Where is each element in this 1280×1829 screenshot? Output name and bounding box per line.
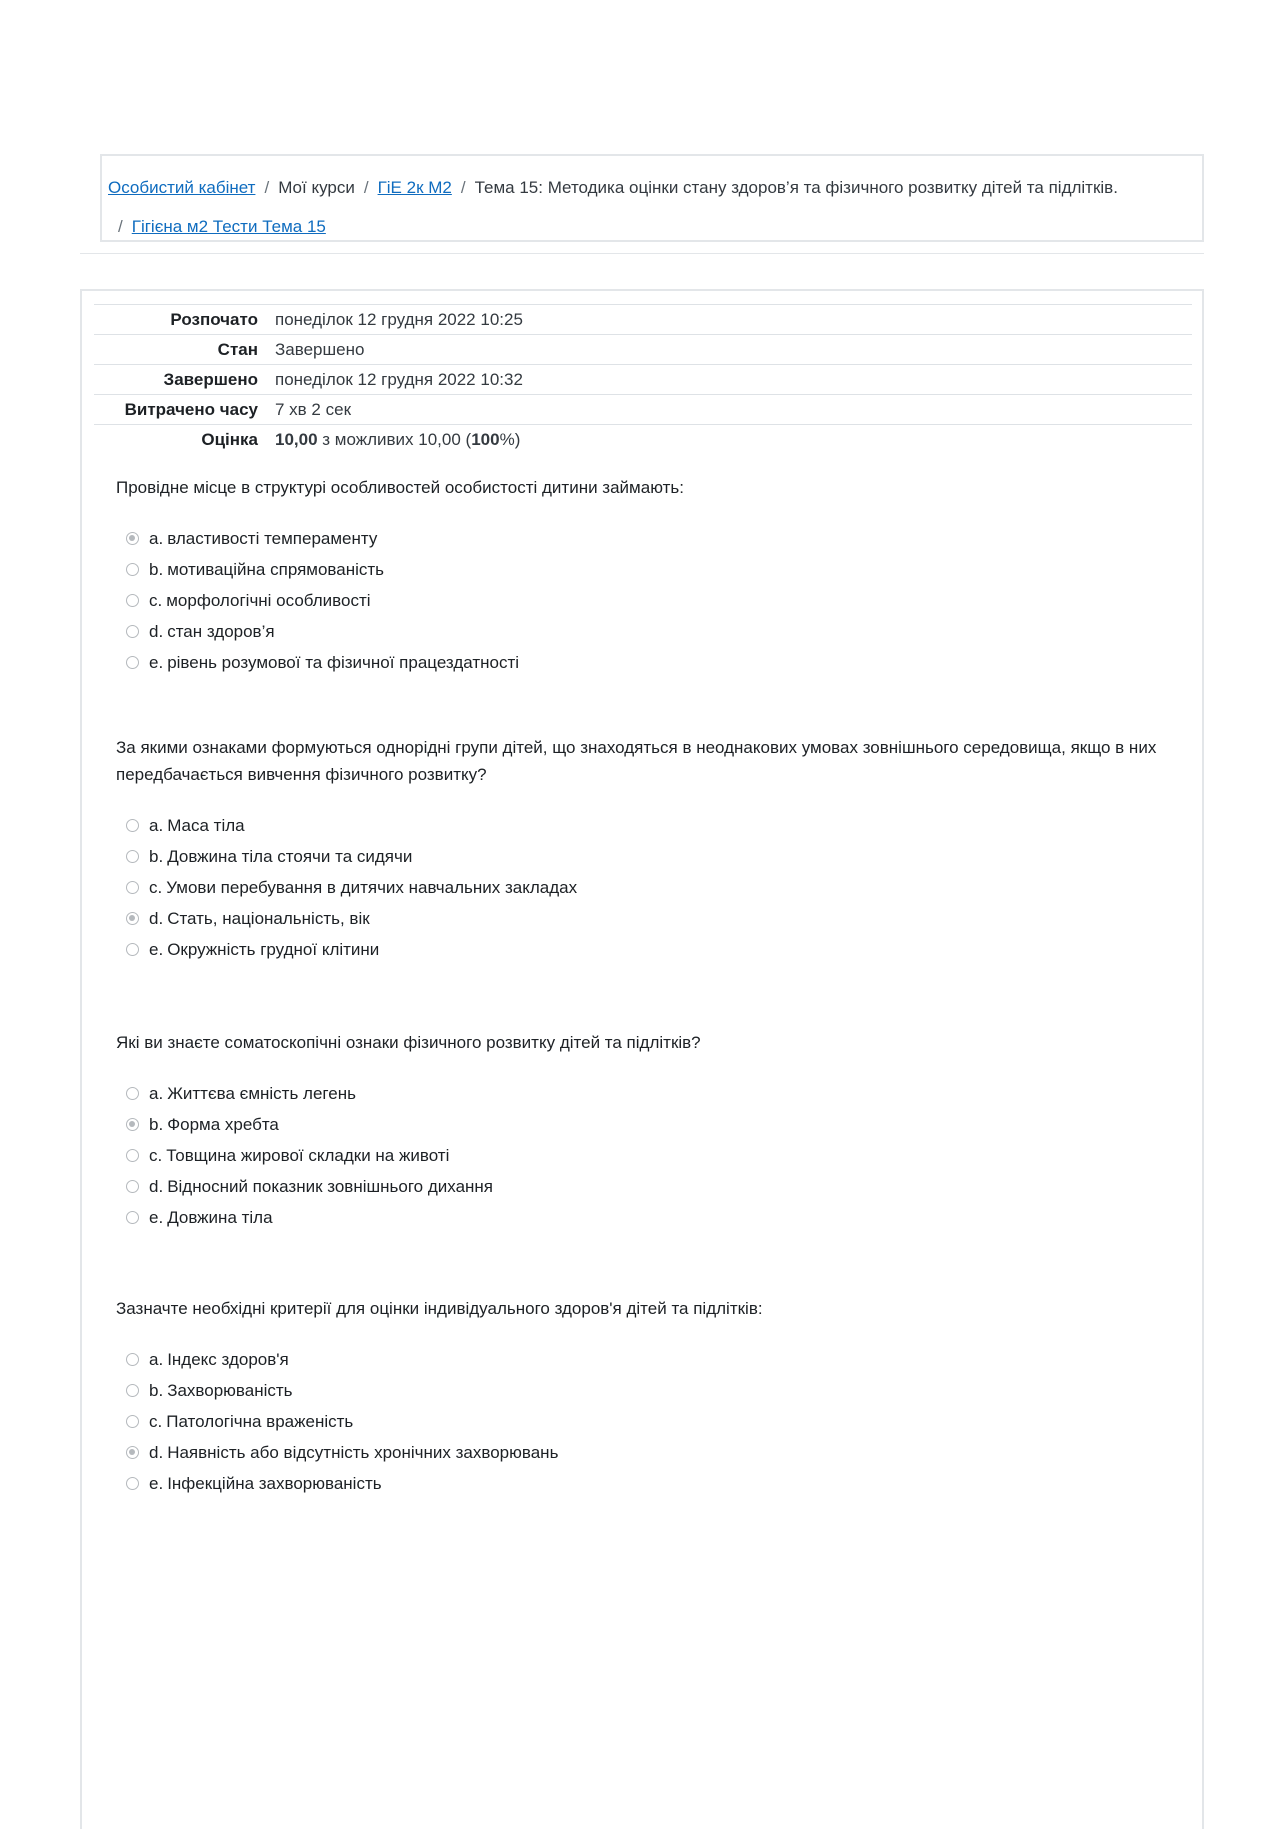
answer-text: Умови перебування в дитячих навчальних закладах (166, 877, 578, 897)
summary-label: Витрачено часу (124, 399, 258, 419)
answer-option[interactable] (116, 523, 1176, 554)
radio-icon[interactable] (126, 625, 139, 638)
grade-percent: 100 (471, 429, 500, 449)
question-text: Провідне місце в структурі особливостей особистості дитини займають: (116, 478, 684, 497)
answer-text: Маса тіла (167, 815, 245, 835)
question-3 (116, 1029, 1176, 1233)
breadcrumb-separator: / (118, 217, 123, 236)
radio-selected-icon[interactable] (126, 1118, 139, 1131)
answer-option[interactable] (116, 1437, 1176, 1468)
answer-letter: d. (149, 621, 164, 641)
answer-option[interactable] (116, 810, 1176, 841)
answer-text: Індекс здоров'я (167, 1349, 289, 1369)
question-text: Які ви знаєте соматоскопічні ознаки фізичного розвитку дітей та підлітків? (116, 1033, 701, 1052)
radio-icon[interactable] (126, 1211, 139, 1224)
answer-text: стан здоров’я (167, 621, 275, 641)
breadcrumb-item-my-courses: Мої курси (278, 178, 355, 197)
radio-selected-icon[interactable] (126, 532, 139, 545)
grade-value (275, 425, 1192, 455)
answer-option[interactable] (116, 1202, 1176, 1233)
radio-icon[interactable] (126, 1087, 139, 1100)
answer-text: морфологічні особливості (166, 590, 371, 610)
answer-text: Відносний показник зовнішнього дихання (167, 1176, 494, 1196)
radio-icon[interactable] (126, 594, 139, 607)
summary-row (94, 395, 1192, 425)
breadcrumb-item-topic: Тема 15: Методика оцінки стану здоров’я та фізичного розвитку дітей та підлітків. (474, 178, 1118, 197)
summary-row (94, 335, 1192, 365)
answer-text: мотиваційна спрямованість (167, 559, 385, 579)
answer-letter: b. (149, 1380, 164, 1400)
radio-icon[interactable] (126, 819, 139, 832)
answer-letter: a. (149, 528, 164, 548)
answer-text: Довжина тіла стоячи та сидячи (167, 846, 413, 866)
header-divider (80, 253, 1204, 254)
radio-icon[interactable] (126, 1415, 139, 1428)
answer-option[interactable] (116, 616, 1176, 647)
breadcrumb-separator: / (264, 178, 270, 197)
answer-option[interactable] (116, 1171, 1176, 1202)
quiz-review-card (80, 289, 1204, 1829)
answer-letter: e. (149, 652, 164, 672)
answer-letter: c. (149, 1411, 163, 1431)
answer-letter: d. (149, 908, 164, 928)
summary-value: понеділок 12 грудня 2022 10:32 (275, 369, 523, 389)
answer-option[interactable] (116, 647, 1176, 678)
answer-letter: a. (149, 1349, 164, 1369)
attempt-summary-body (94, 305, 1192, 455)
breadcrumb-link-dashboard[interactable]: Особистий кабінет (108, 178, 256, 197)
answer-text: Окружність грудної клітини (167, 939, 380, 959)
answer-list (116, 810, 1176, 965)
radio-icon[interactable] (126, 1353, 139, 1366)
answer-letter: e. (149, 939, 164, 959)
answer-option[interactable] (116, 1468, 1176, 1499)
answer-text: Захворюваність (167, 1380, 293, 1400)
grade-score: 10,00 (275, 429, 318, 449)
question-text: Зазначте необхідні критерії для оцінки індивідуального здоров'я дітей та підлітків: (116, 1299, 763, 1318)
answer-text: Інфекційна захворюваність (167, 1473, 382, 1493)
breadcrumb-separator: / (460, 178, 466, 197)
answer-option[interactable] (116, 554, 1176, 585)
breadcrumb-separator: / (363, 178, 369, 197)
answer-option[interactable] (116, 841, 1176, 872)
answer-letter: e. (149, 1207, 164, 1227)
answer-option[interactable] (116, 903, 1176, 934)
answer-option[interactable] (116, 934, 1176, 965)
answer-letter: b. (149, 559, 164, 579)
summary-label: Розпочато (170, 309, 258, 329)
answer-list (116, 1078, 1176, 1233)
attempt-summary-table (94, 304, 1192, 454)
answer-letter: a. (149, 1083, 164, 1103)
radio-icon[interactable] (126, 1180, 139, 1193)
summary-value: 7 хв 2 сек (275, 399, 352, 419)
answer-list (116, 1344, 1176, 1499)
breadcrumb-link-quiz[interactable]: Гігієна м2 Тести Тема 15 (131, 217, 326, 236)
question-1 (116, 474, 1176, 678)
answer-text: Патологічна враженість (166, 1411, 354, 1431)
answer-text: Довжина тіла (167, 1207, 273, 1227)
answer-option[interactable] (116, 1375, 1176, 1406)
answer-option[interactable] (116, 1140, 1176, 1171)
question-text: За якими ознаками формуються однорідні групи дітей, що знаходяться в неоднакових умовах зовнішнього середовища, якщо в них передбачається вивчення фізичного розвитку? (116, 738, 1157, 784)
grade-percent-suffix: %) (499, 429, 521, 449)
radio-selected-icon[interactable] (126, 1446, 139, 1459)
summary-row (94, 305, 1192, 335)
summary-value: понеділок 12 грудня 2022 10:25 (275, 309, 523, 329)
answer-option[interactable] (116, 1109, 1176, 1140)
summary-label: Стан (217, 339, 258, 359)
radio-icon[interactable] (126, 1384, 139, 1397)
answer-letter: e. (149, 1473, 164, 1493)
answer-letter: c. (149, 877, 163, 897)
radio-icon[interactable] (126, 1477, 139, 1490)
answer-list (116, 523, 1176, 678)
breadcrumb-link-course[interactable]: ГіЕ 2к М2 (377, 178, 452, 197)
question-4 (116, 1295, 1176, 1499)
answer-text: Життєва ємність легень (167, 1083, 356, 1103)
radio-selected-icon[interactable] (126, 912, 139, 925)
answer-letter: b. (149, 1114, 164, 1134)
summary-label: Оцінка (201, 429, 258, 449)
answer-letter: c. (149, 1145, 163, 1165)
answer-option[interactable] (116, 585, 1176, 616)
answer-option[interactable] (116, 1406, 1176, 1437)
answer-letter: d. (149, 1442, 164, 1462)
answer-text: властивості темпераменту (167, 528, 378, 548)
answer-text: Наявність або відсутність хронічних захворювань (167, 1442, 559, 1462)
answer-text: Форма хребта (167, 1114, 279, 1134)
answer-text: Товщина жирової складки на животі (166, 1145, 450, 1165)
answer-letter: b. (149, 846, 164, 866)
answer-letter: c. (149, 590, 163, 610)
answer-letter: d. (149, 1176, 164, 1196)
radio-icon[interactable] (126, 943, 139, 956)
summary-row (94, 365, 1192, 395)
question-2 (116, 734, 1176, 965)
answer-text: рівень розумової та фізичної працездатності (167, 652, 520, 672)
summary-row-grade (94, 425, 1192, 455)
summary-label: Завершено (163, 369, 258, 389)
summary-value: Завершено (275, 339, 365, 359)
grade-max: з можливих 10,00 ( (317, 429, 472, 449)
radio-icon[interactable] (126, 1149, 139, 1162)
answer-option[interactable] (116, 1078, 1176, 1109)
answer-text: Стать, національність, вік (167, 908, 370, 928)
radio-icon[interactable] (126, 563, 139, 576)
answer-letter: a. (149, 815, 164, 835)
radio-icon[interactable] (126, 881, 139, 894)
answer-option[interactable] (116, 872, 1176, 903)
answer-option[interactable] (116, 1344, 1176, 1375)
breadcrumb (100, 154, 1204, 242)
radio-icon[interactable] (126, 850, 139, 863)
radio-icon[interactable] (126, 656, 139, 669)
